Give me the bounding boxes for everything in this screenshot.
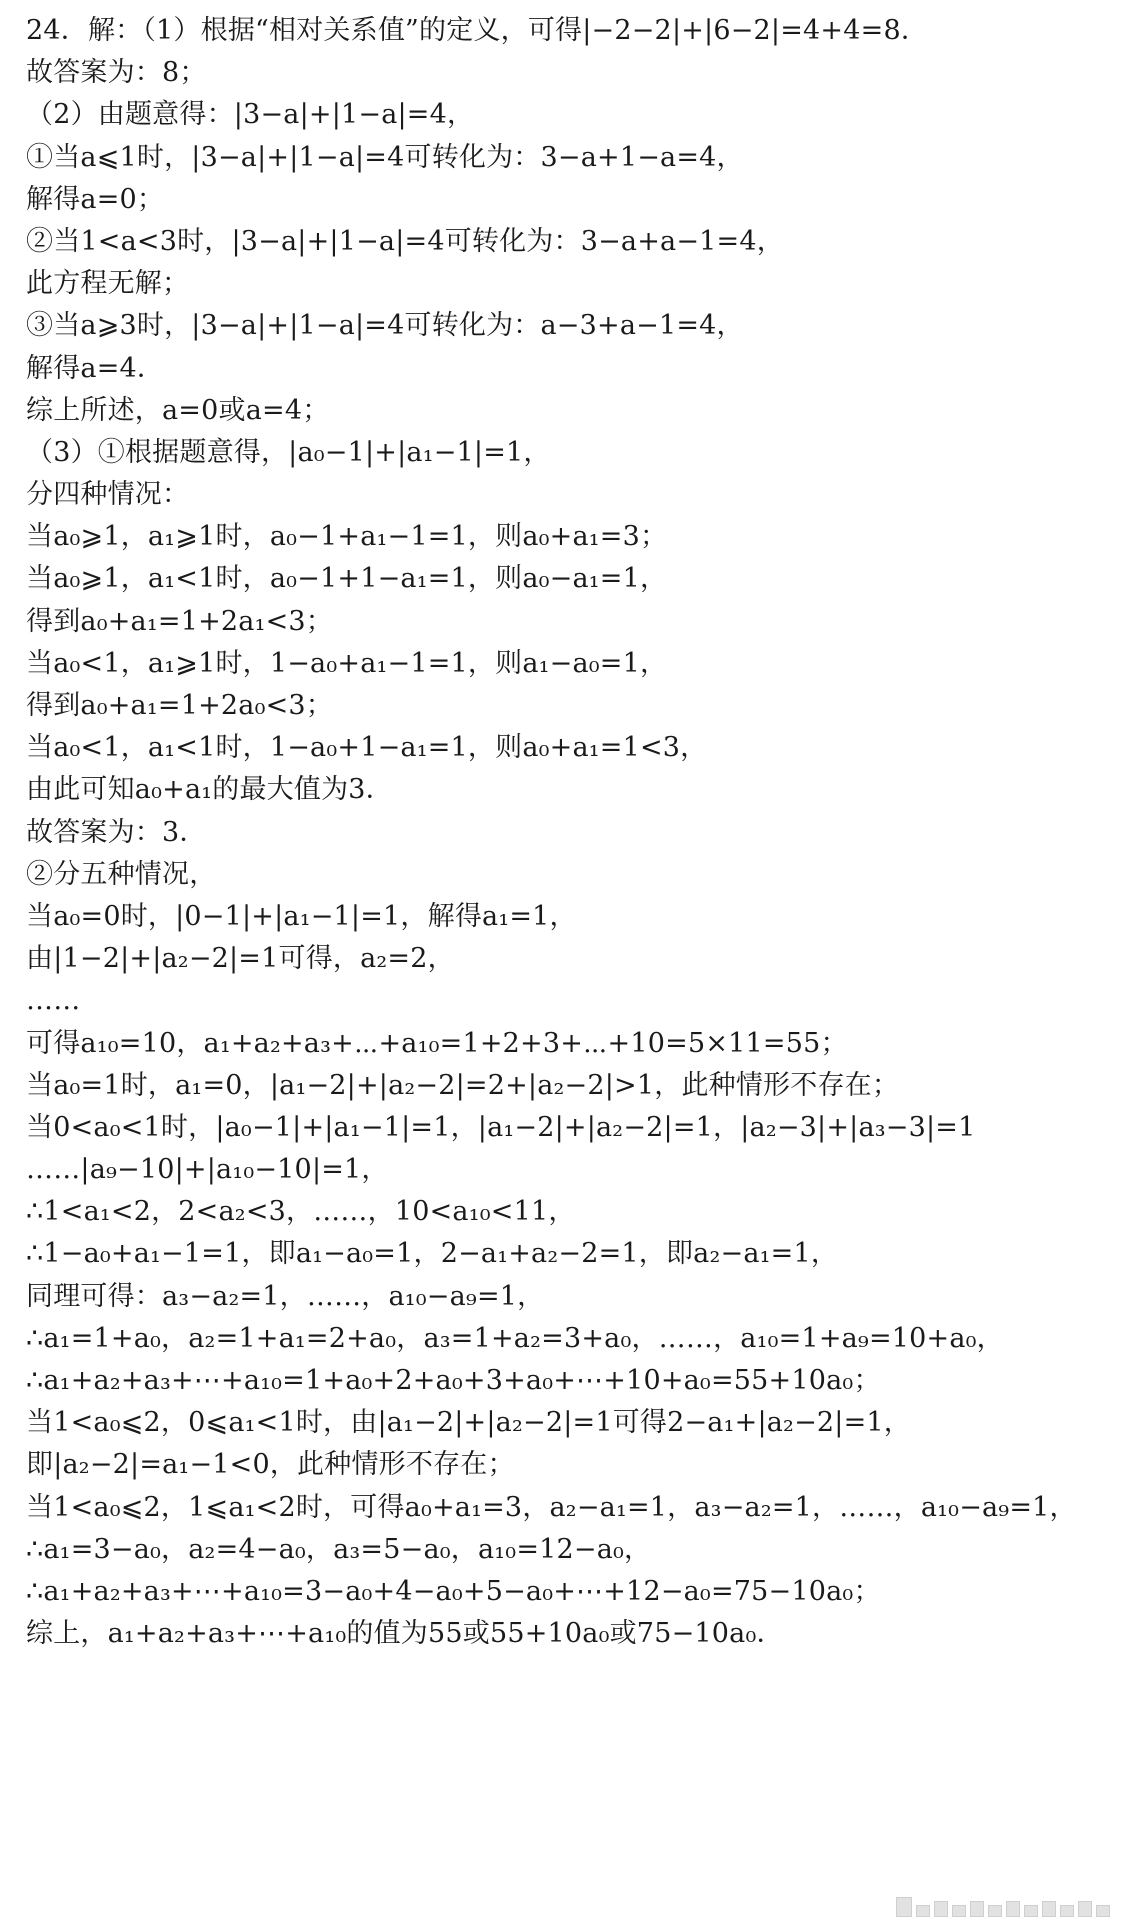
solution-line: 当1<a₀⩽2，1⩽a₁<2时，可得a₀+a₁=3，a₂−a₁=1，a₃−a₂=1，……，a₁₀−a₉=1，	[26, 1491, 1077, 1523]
solution-line: ③当a⩾3时，|3−a|+|1−a|=4可转化为：a−3+a−1=4，	[26, 310, 744, 342]
watermark-bar	[1078, 1901, 1092, 1917]
solution-line: 由此可知a₀+a₁的最大值为3．	[26, 774, 393, 806]
solution-line: （2）由题意得：|3−a|+|1−a|=4，	[26, 99, 475, 131]
solution-line: 当0<a₀<1时，|a₀−1|+|a₁−1|=1，|a₁−2|+|a₂−2|=1，|a₂−3|+|a₃−3|=1	[26, 1111, 976, 1143]
solution-line: 解得a=4．	[26, 352, 165, 384]
solution-line: ∴1<a₁<2，2<a₂<3，……，10<a₁₀<11，	[26, 1196, 576, 1228]
solution-line: 当a₀<1，a₁⩾1时，1−a₀+a₁−1=1，则a₁−a₀=1，	[26, 647, 668, 679]
solution-line: （3）①根据题意得，|a₀−1|+|a₁−1|=1，	[26, 436, 551, 468]
solution-line: 可得a₁₀=10，a₁+a₂+a₃+⋯+a₁₀=1+2+3+⋯+10=5×11=55；	[26, 1027, 848, 1059]
watermark-bar	[1096, 1905, 1110, 1917]
solution-line: 当1<a₀⩽2，0⩽a₁<1时，由|a₁−2|+|a₂−2|=1可得2−a₁+|a₂−2|=1，	[26, 1407, 911, 1439]
solution-line: ∴1−a₀+a₁−1=1，即a₁−a₀=1，2−a₁+a₂−2=1，即a₂−a₁=1，	[26, 1238, 839, 1270]
watermark-bar	[896, 1897, 912, 1917]
solution-line: ②分五种情况，	[26, 858, 217, 890]
watermark-bar	[1060, 1905, 1074, 1917]
solution-line: ∴a₁=3−a₀，a₂=4−a₀，a₃=5−a₀，a₁₀=12−a₀，	[26, 1533, 652, 1565]
solution-line: 即|a₂−2|=a₁−1<0，此种情形不存在；	[26, 1449, 515, 1481]
solution-line: ……|a₉−10|+|a₁₀−10|=1，	[26, 1154, 389, 1186]
solution-line: ①当a⩽1时，|3−a|+|1−a|=4可转化为：3−a+1−a=4，	[26, 141, 744, 173]
watermark-bars	[896, 1898, 1122, 1917]
watermark-bar	[952, 1905, 966, 1917]
solution-line: 当a₀=1时，a₁=0，|a₁−2|+|a₂−2|=2+|a₂−2|>1，此种情形不存在；	[26, 1069, 900, 1101]
solution-line: 当a₀⩾1，a₁⩾1时，a₀−1+a₁−1=1，则a₀+a₁=3；	[26, 521, 668, 553]
solution-line: 当a₀=0时，|0−1|+|a₁−1|=1，解得a₁=1，	[26, 900, 577, 932]
solution-line: 综上，a₁+a₂+a₃+⋯+a₁₀的值为55或55+10a₀或75−10a₀．	[26, 1618, 784, 1650]
watermark-bar	[1024, 1905, 1038, 1917]
solution-line: 故答案为：8；	[26, 57, 207, 89]
solution-line: 此方程无解；	[26, 268, 190, 300]
watermark-bar	[1042, 1901, 1056, 1917]
watermark-bar	[934, 1901, 948, 1917]
solution-line: 当a₀<1，a₁<1时，1−a₀+1−a₁=1，则a₀+a₁=1<3，	[26, 732, 708, 764]
solution-line: 由|1−2|+|a₂−2|=1可得，a₂=2，	[26, 943, 455, 975]
watermark-bar	[1006, 1901, 1020, 1917]
solution-line: 分四种情况：	[26, 479, 190, 511]
solution-line: 故答案为：3．	[26, 816, 207, 848]
solution-line: 当a₀⩾1，a₁<1时，a₀−1+1−a₁=1，则a₀−a₁=1，	[26, 563, 668, 595]
watermark-bar	[988, 1905, 1002, 1917]
solution-line: 24．解：（1）根据“相对关系值”的定义，可得|−2−2|+|6−2|=4+4=8．	[26, 15, 929, 46]
solution-line: 得到a₀+a₁=1+2a₁<3；	[26, 605, 333, 637]
solution-line: 解得a=0；	[26, 183, 165, 215]
solution-line: ②当1<a<3时，|3−a|+|1−a|=4可转化为：3−a+a−1=4，	[26, 225, 784, 257]
solution-line: 综上所述，a=0或a=4；	[26, 394, 330, 426]
solution-line: ∴a₁+a₂+a₃+⋯+a₁₀=3−a₀+4−a₀+5−a₀+⋯+12−a₀=75−10a₀；	[26, 1575, 881, 1607]
solution-line: 同理可得：a₃−a₂=1，……，a₁₀−a₉=1，	[26, 1280, 545, 1312]
solution-line: ∴a₁+a₂+a₃+⋯+a₁₀=1+a₀+2+a₀+3+a₀+⋯+10+a₀=55+10a₀；	[26, 1365, 881, 1396]
solution-line: 得到a₀+a₁=1+2a₀<3；	[26, 690, 333, 721]
solution-line: ∴a₁=1+a₀，a₂=1+a₁=2+a₀，a₃=1+a₂=3+a₀，……，a₁₀=1+a₉=10+a₀，	[26, 1322, 1004, 1354]
solution-line: ……	[26, 985, 81, 1017]
watermark-bar	[916, 1905, 930, 1917]
watermark-bar	[970, 1901, 984, 1917]
solution-document	[26, 10, 1126, 1655]
